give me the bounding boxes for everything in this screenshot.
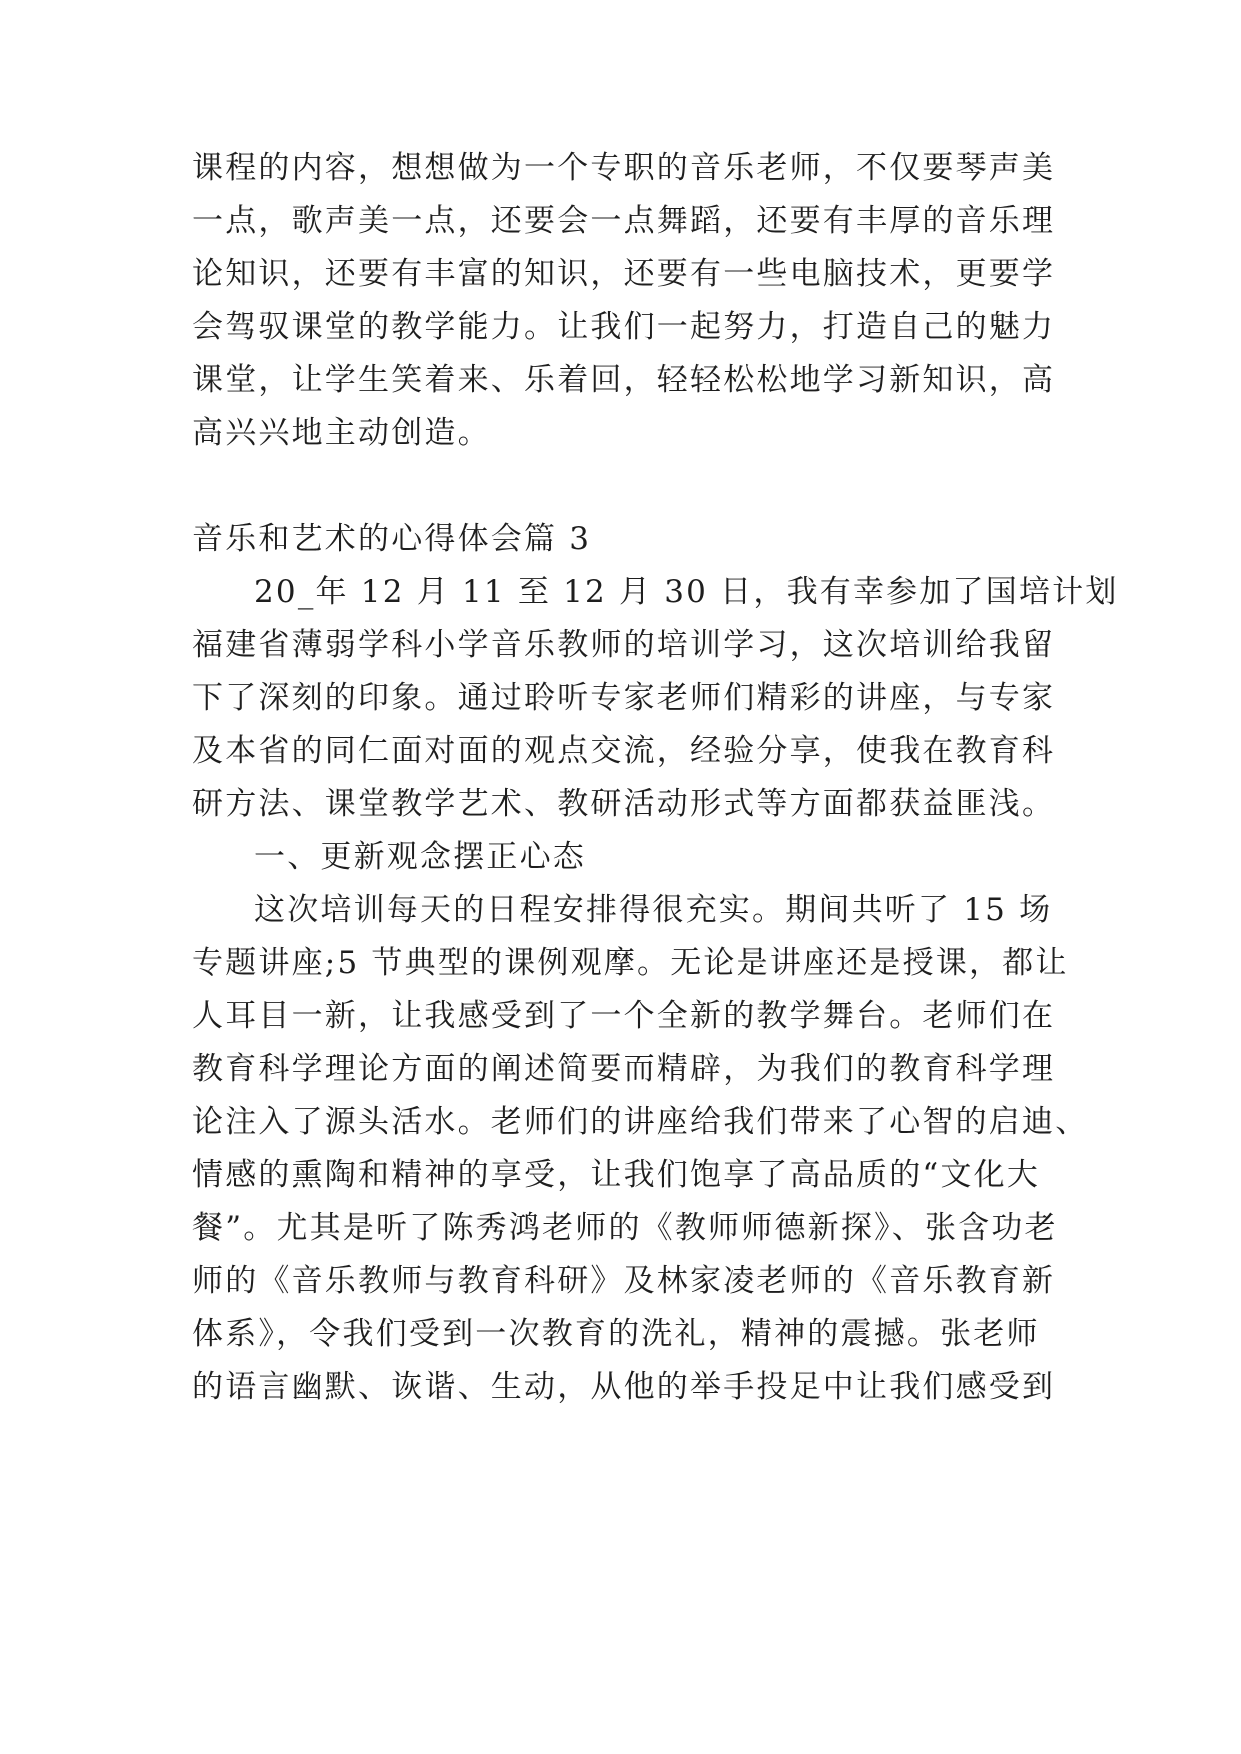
paragraph-line: 的语言幽默、诙谐、生动，从他的举手投足中让我们感受到 xyxy=(192,1369,1056,1405)
paragraph-line: 论知识，还要有丰富的知识，还要有一些电脑技术，更要学 xyxy=(192,256,1056,292)
paragraph-line: 论注入了源头活水。老师们的讲座给我们带来了心智的启迪、 xyxy=(192,1104,1089,1140)
paragraph-line: 这次培训每天的日程安排得很充实。期间共听了 15 场 xyxy=(254,892,1053,928)
paragraph-line: 课程的内容，想想做为一个专职的音乐老师，不仅要琴声美 xyxy=(192,150,1056,186)
paragraph-line: 下了深刻的印象。通过聆听专家老师们精彩的讲座，与专家 xyxy=(192,680,1056,716)
paragraph-line: 高兴兴地主动创造。 xyxy=(192,415,491,451)
section-title: 音乐和艺术的心得体会篇 3 xyxy=(192,521,592,557)
paragraph-line: 情感的熏陶和精神的享受，让我们饱享了高品质的“文化大 xyxy=(192,1157,1041,1193)
paragraph-line: 教育科学理论方面的阐述简要而精辟，为我们的教育科学理 xyxy=(192,1051,1056,1087)
paragraph-line: 20_年 12 月 11 至 12 月 30 日，我有幸参加了国培计划 xyxy=(254,574,1119,610)
paragraph-line: 人耳目一新，让我感受到了一个全新的教学舞台。老师们在 xyxy=(192,998,1056,1034)
paragraph-line: 师的《音乐教师与教育科研》及林家凌老师的《音乐教育新 xyxy=(192,1263,1056,1299)
paragraph-line: 专题讲座;5 节典型的课例观摩。无论是讲座还是授课，都让 xyxy=(192,945,1069,981)
subheading: 一、更新观念摆正心态 xyxy=(254,839,586,875)
paragraph-line: 一点，歌声美一点，还要会一点舞蹈，还要有丰厚的音乐理 xyxy=(192,203,1056,239)
paragraph-line: 体系》，令我们受到一次教育的洗礼，精神的震撼。张老师 xyxy=(192,1316,1040,1352)
paragraph-line: 及本省的同仁面对面的观点交流，经验分享，使我在教育科 xyxy=(192,733,1056,769)
paragraph-line: 课堂，让学生笑着来、乐着回，轻轻松松地学习新知识，高 xyxy=(192,362,1056,398)
paragraph-line: 餐”。尤其是听了陈秀鸿老师的《教师师德新探》、张含功老 xyxy=(192,1210,1058,1246)
paragraph-line: 福建省薄弱学科小学音乐教师的培训学习，这次培训给我留 xyxy=(192,627,1056,663)
paragraph-line: 会驾驭课堂的教学能力。让我们一起努力，打造自己的魅力 xyxy=(192,309,1056,345)
paragraph-line: 研方法、课堂教学艺术、教研活动形式等方面都获益匪浅。 xyxy=(192,786,1056,822)
